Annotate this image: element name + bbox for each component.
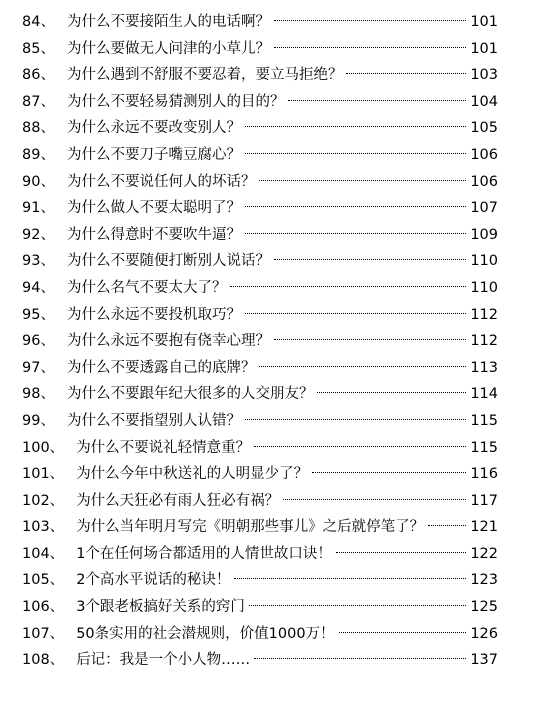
toc-entry-title: 3个跟老板搞好关系的窍门: [76, 599, 245, 616]
toc-entry-number: 93、: [22, 253, 55, 270]
toc-entry-page-number: 116: [470, 466, 498, 483]
toc-entry-page-number: 103: [470, 67, 498, 84]
toc-entry-page-number: 109: [470, 226, 498, 243]
toc-dot-leader: [245, 126, 466, 127]
toc-entry-page-number: 112: [470, 306, 498, 323]
toc-entry-page-number: 125: [470, 599, 498, 616]
toc-entry-number: 87、: [22, 93, 55, 110]
toc-entry[interactable]: [0, 355, 540, 382]
toc-dot-leader: [245, 233, 466, 234]
toc-entry-page-number: 115: [470, 439, 498, 456]
toc-entry-title: 为什么当年明月写完《明朝那些事儿》之后就停笔了？: [76, 519, 425, 536]
toc-entry[interactable]: [0, 435, 540, 462]
toc-entry-page-number: 106: [470, 173, 498, 190]
toc-entry-title: 为什么遇到不舒服不要忍着，要立马拒绝？: [66, 67, 343, 84]
toc-entry[interactable]: [0, 621, 540, 648]
toc-entry-page-number: 106: [470, 146, 498, 163]
toc-entry-title: 为什么得意时不要吹牛逼？: [66, 226, 241, 243]
toc-entry-title: 50条实用的社会潜规则，价值1000万！: [76, 625, 335, 642]
toc-entry-number: 95、: [22, 306, 55, 323]
toc-entry-page-number: 104: [470, 93, 498, 110]
toc-entry-number: 96、: [22, 333, 55, 350]
toc-entry-number: 85、: [22, 40, 55, 57]
toc-entry-title: 为什么天狂必有雨人狂必有祸？: [76, 492, 280, 509]
toc-entry-title: 2个高水平说话的秘诀！: [76, 572, 231, 589]
toc-entry-title: 1个在任何场合都适用的人情世故口诀！: [76, 545, 332, 562]
toc-entry-page-number: 110: [470, 253, 498, 270]
toc-entry-number: 97、: [22, 359, 55, 376]
toc-entry-page-number: 123: [470, 572, 498, 589]
toc-entry-title: 为什么做人不要太聪明了？: [66, 200, 241, 217]
toc-dot-leader: [288, 100, 466, 101]
toc-entry-title: 为什么今年中秋送礼的人明显少了？: [76, 466, 309, 483]
toc-entry[interactable]: [0, 567, 540, 594]
toc-entry-title: 为什么不要说礼轻情意重？: [76, 439, 251, 456]
toc-dot-leader: [274, 20, 466, 21]
toc-entry-number: 90、: [22, 173, 55, 190]
toc-entry-number: 84、: [22, 14, 55, 30]
toc-entry[interactable]: [0, 647, 540, 674]
toc-entry-page-number: 121: [470, 519, 498, 536]
toc-entry-number: 88、: [22, 120, 55, 137]
toc-entry-title: 为什么不要跟年纪大很多的人交朋友？: [66, 386, 314, 403]
toc-dot-leader: [274, 339, 466, 340]
toc-entry[interactable]: [0, 195, 540, 222]
toc-entry-number: 98、: [22, 386, 55, 403]
toc-dot-leader: [259, 366, 466, 367]
toc-entry-title: 为什么永远不要抱有侥幸心理？: [66, 333, 270, 350]
toc-entry-number: 108、: [22, 652, 65, 669]
toc-entry-number: 105、: [22, 572, 65, 589]
toc-entry-number: 89、: [22, 146, 55, 163]
toc-dot-leader: [317, 392, 466, 393]
toc-entry[interactable]: [0, 594, 540, 621]
toc-entry-title: 为什么不要说任何人的坏话？: [66, 173, 256, 190]
toc-entry-number: 102、: [22, 492, 65, 509]
toc-entry-title: 为什么不要指望别人认错？: [66, 412, 241, 429]
toc-entry[interactable]: [0, 62, 540, 89]
toc-entry[interactable]: [0, 275, 540, 302]
toc-dot-leader: [346, 73, 466, 74]
toc-entry[interactable]: [0, 115, 540, 142]
toc-entry[interactable]: [0, 514, 540, 541]
toc-entry-page-number: 122: [470, 545, 498, 562]
toc-entry-number: 91、: [22, 200, 55, 217]
toc-entry-page-number: 113: [470, 359, 498, 376]
toc-entry[interactable]: [0, 461, 540, 488]
toc-dot-leader: [312, 472, 466, 473]
toc-dot-leader: [249, 605, 466, 606]
toc-entry[interactable]: [0, 488, 540, 515]
toc-entry-title: 为什么不要透露自己的底牌？: [66, 359, 256, 376]
toc-entry-page-number: 137: [470, 652, 498, 669]
toc-dot-leader: [254, 446, 466, 447]
toc-dot-leader: [274, 259, 466, 260]
toc-entry[interactable]: [0, 328, 540, 355]
toc-dot-leader: [283, 499, 466, 500]
toc-entry-number: 101、: [22, 466, 65, 483]
toc-entry-number: 99、: [22, 412, 55, 429]
toc-entry-title: 为什么不要接陌生人的电话啊？: [66, 14, 270, 30]
toc-entry[interactable]: [0, 142, 540, 169]
toc-entry[interactable]: [0, 9, 540, 36]
toc-dot-leader: [245, 153, 466, 154]
toc-entry[interactable]: [0, 541, 540, 568]
toc-dot-leader: [428, 525, 466, 526]
toc-entry-number: 106、: [22, 599, 65, 616]
toc-dot-leader: [259, 180, 466, 181]
toc-entry-number: 94、: [22, 279, 55, 296]
toc-entry-title: 为什么不要刀子嘴豆腐心？: [66, 146, 241, 163]
toc-entry-number: 103、: [22, 519, 65, 536]
toc-dot-leader: [245, 206, 466, 207]
toc-entry-title: 为什么要做无人问津的小草儿？: [66, 40, 270, 57]
toc-entry-page-number: 117: [470, 492, 498, 509]
toc-entry[interactable]: [0, 248, 540, 275]
toc-entry-page-number: 115: [470, 412, 498, 429]
toc-entry-page-number: 112: [470, 333, 498, 350]
toc-entry-title: 为什么不要随便打断别人说话？: [66, 253, 270, 270]
toc-entry[interactable]: [0, 222, 540, 249]
toc-entry[interactable]: [0, 302, 540, 329]
toc-entry[interactable]: [0, 381, 540, 408]
toc-dot-leader: [230, 286, 466, 287]
toc-entry-page-number: 107: [470, 200, 498, 217]
toc-dot-leader: [274, 47, 466, 48]
toc-entry-number: 86、: [22, 67, 55, 84]
toc-entry-page-number: 101: [470, 14, 498, 30]
toc-dot-leader: [254, 658, 466, 659]
toc-entry-title: 为什么不要轻易猜测别人的目的？: [66, 93, 285, 110]
toc-entry-page-number: 110: [470, 279, 498, 296]
toc-entry-title: 后记：我是一个小人物……: [76, 652, 251, 669]
toc-entry-page-number: 101: [470, 40, 498, 57]
toc-entry-number: 104、: [22, 545, 65, 562]
toc-entry-page-number: 126: [470, 625, 498, 642]
toc-entry-title: 为什么名气不要太大了？: [66, 279, 227, 296]
toc-entry[interactable]: [0, 89, 540, 116]
toc-dot-leader: [339, 632, 467, 633]
toc-entry[interactable]: [0, 36, 540, 63]
toc-entry[interactable]: [0, 408, 540, 435]
toc-entry-number: 107、: [22, 625, 65, 642]
toc-dot-leader: [245, 419, 466, 420]
toc-dot-leader: [336, 552, 466, 553]
toc-entry-title: 为什么永远不要改变别人？: [66, 120, 241, 137]
toc-entry-page-number: 105: [470, 120, 498, 137]
toc-entry-number: 100、: [22, 439, 65, 456]
toc-entry-title: 为什么永远不要投机取巧？: [66, 306, 241, 323]
toc-dot-leader: [245, 313, 466, 314]
toc-entry[interactable]: [0, 169, 540, 196]
toc-dot-leader: [234, 578, 466, 579]
toc-entry-number: 92、: [22, 226, 55, 243]
toc-entry-page-number: 114: [470, 386, 498, 403]
